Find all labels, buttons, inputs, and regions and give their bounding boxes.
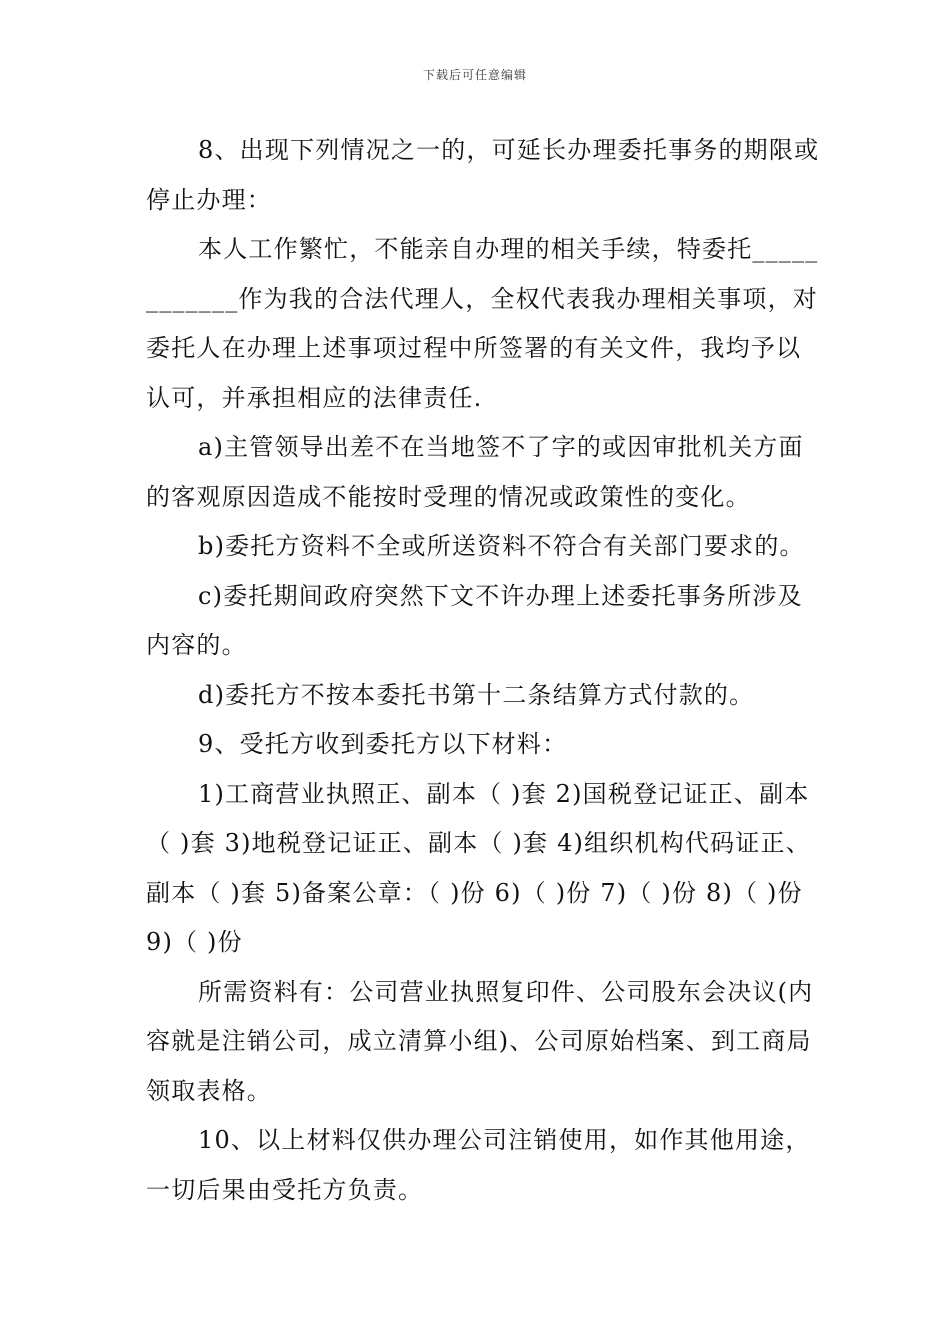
paragraph-required-documents: 所需资料有：公司营业执照复印件、公司股东会决议(内容就是注销公司，成立清算小组)、公司原始档案、到工商局领取表格。	[146, 977, 814, 1105]
paragraph-item-b: b)委托方资料不全或所送资料不符合有关部门要求的。	[198, 532, 805, 560]
document-body	[146, 126, 821, 1215]
paragraph-authorization: 本人工作繁忙，不能亲自办理的相关手续，特委托____________作为我的合法代理人，全权代表我办理相关事项，对委托人在办理上述事项过程中所签署的有关文件，我均予以认可，并承担相应的法律责任.	[146, 235, 819, 412]
paragraph-materials-list: 1)工商营业执照正、副本（ )套 2)国税登记证正、副本（ )套 3)地税登记证正、副本（ )套 4)组织机构代码证正、副本（ )套 5)备案公章：（ )份 6)（ )份 7)（ )份 8)（ )份 9)（ )份	[146, 779, 812, 956]
paragraph-clause-8: 8、出现下列情况之一的，可延长办理委托事务的期限或停止办理：	[146, 136, 820, 214]
paragraph-clause-10: 10、以上材料仅供办理公司注销使用，如作其他用途，一切后果由受托方负责。	[146, 1126, 811, 1204]
paragraph-item-a: a)主管领导出差不在当地签不了字的或因审批机关方面的客观原因造成不能按时受理的情况或政策性的变化。	[146, 433, 804, 511]
paragraph-clause-9: 9、受托方收到委托方以下材料：	[198, 730, 568, 758]
paragraph-item-c: c)委托期间政府突然下文不许办理上述委托事务所涉及内容的。	[146, 581, 803, 659]
page-header: 下载后可任意编辑	[422, 68, 527, 82]
paragraph-item-d: d)委托方不按本委托书第十二条结算方式付款的。	[198, 680, 755, 709]
